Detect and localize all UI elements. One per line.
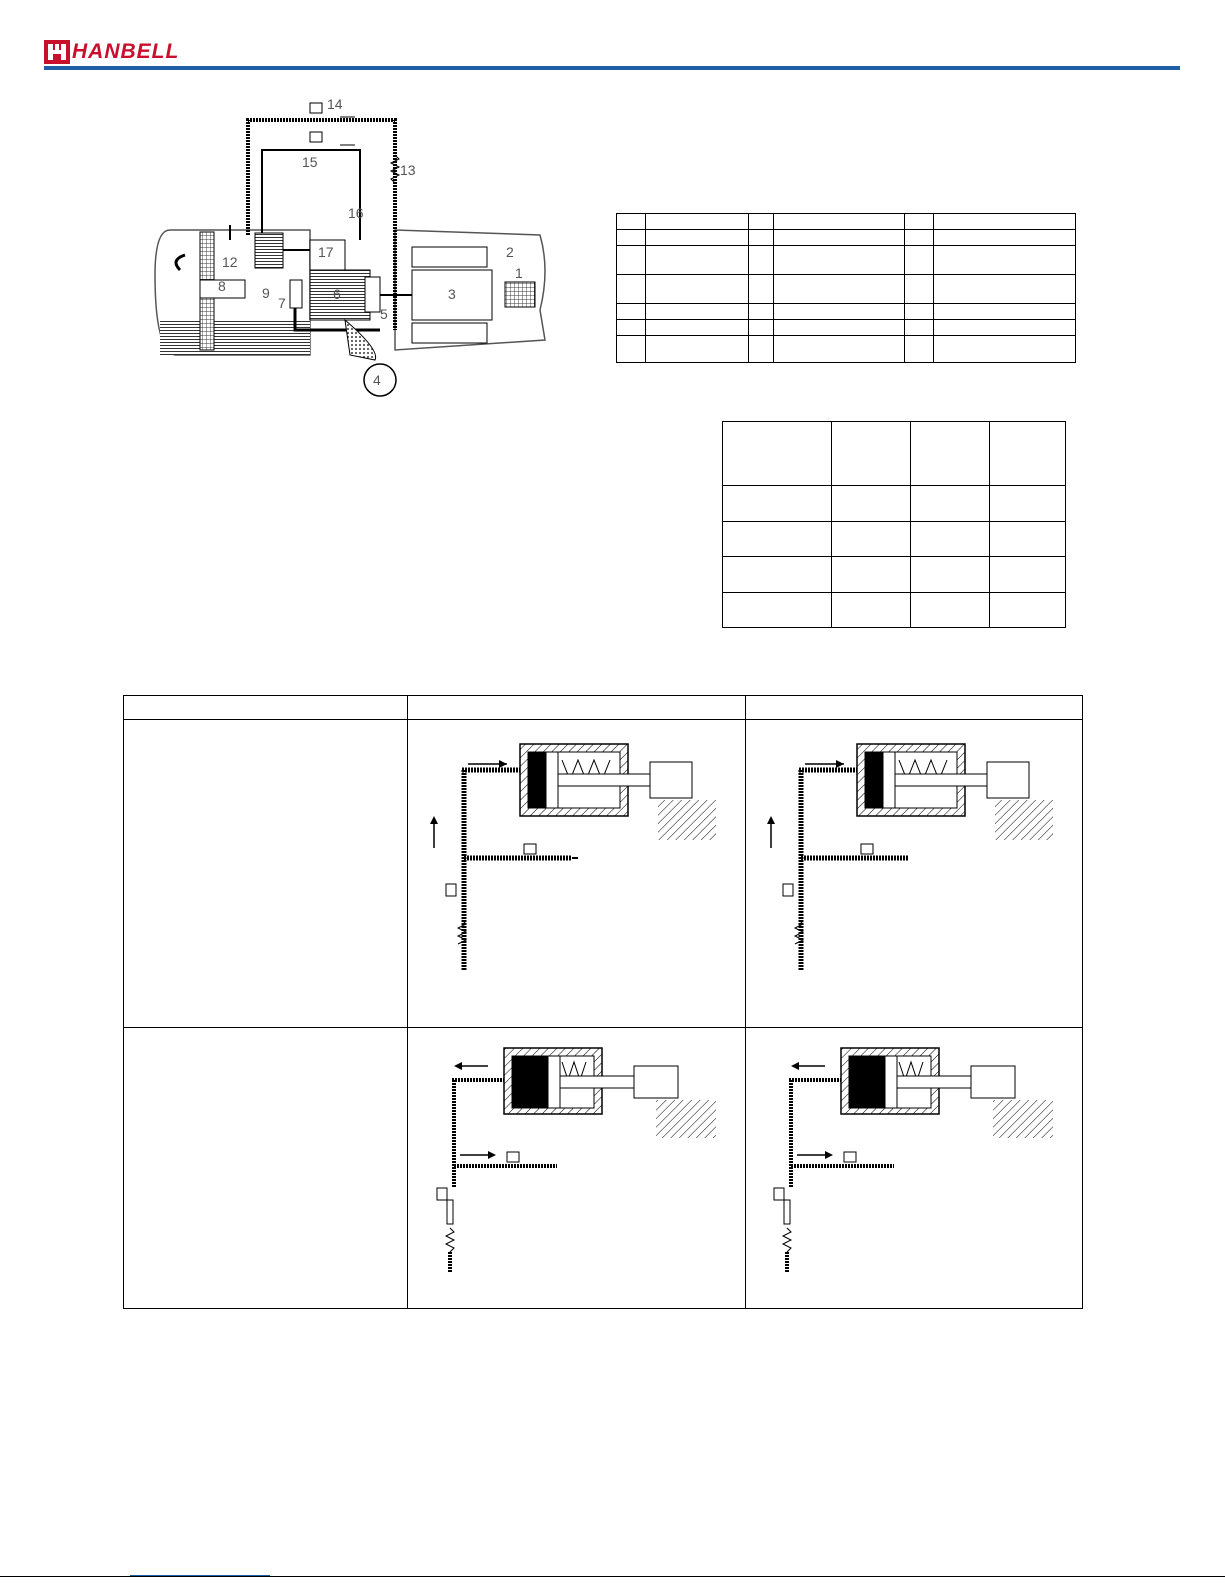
label-2: 2 bbox=[506, 244, 514, 260]
loading-diagram-a bbox=[412, 730, 732, 990]
label-9: 9 bbox=[262, 285, 270, 301]
label-8: 8 bbox=[218, 278, 226, 294]
label-1: 1 bbox=[515, 265, 523, 281]
loading-diagram-b bbox=[749, 730, 1069, 990]
unloading-diagram-a bbox=[412, 1040, 732, 1285]
brand-logo-icon bbox=[44, 40, 72, 66]
label-14: 14 bbox=[327, 96, 343, 112]
label-4: 4 bbox=[373, 372, 381, 388]
label-5: 5 bbox=[380, 306, 388, 322]
compressor-flow-diagram bbox=[150, 95, 560, 400]
state-table bbox=[722, 421, 1066, 628]
label-7: 7 bbox=[278, 295, 286, 311]
label-16: 16 bbox=[348, 205, 364, 221]
parts-table bbox=[616, 213, 1076, 363]
label-15: 15 bbox=[302, 154, 318, 170]
unloading-diagram-b bbox=[749, 1040, 1069, 1285]
header-rule bbox=[44, 66, 1180, 70]
label-3: 3 bbox=[448, 286, 456, 302]
footer-rule bbox=[0, 1576, 1225, 1577]
label-17: 17 bbox=[318, 244, 334, 260]
label-12: 12 bbox=[222, 254, 238, 270]
label-13: 13 bbox=[400, 162, 416, 178]
brand-logo-text: HANBELL bbox=[72, 40, 180, 63]
label-6: 6 bbox=[333, 286, 341, 302]
